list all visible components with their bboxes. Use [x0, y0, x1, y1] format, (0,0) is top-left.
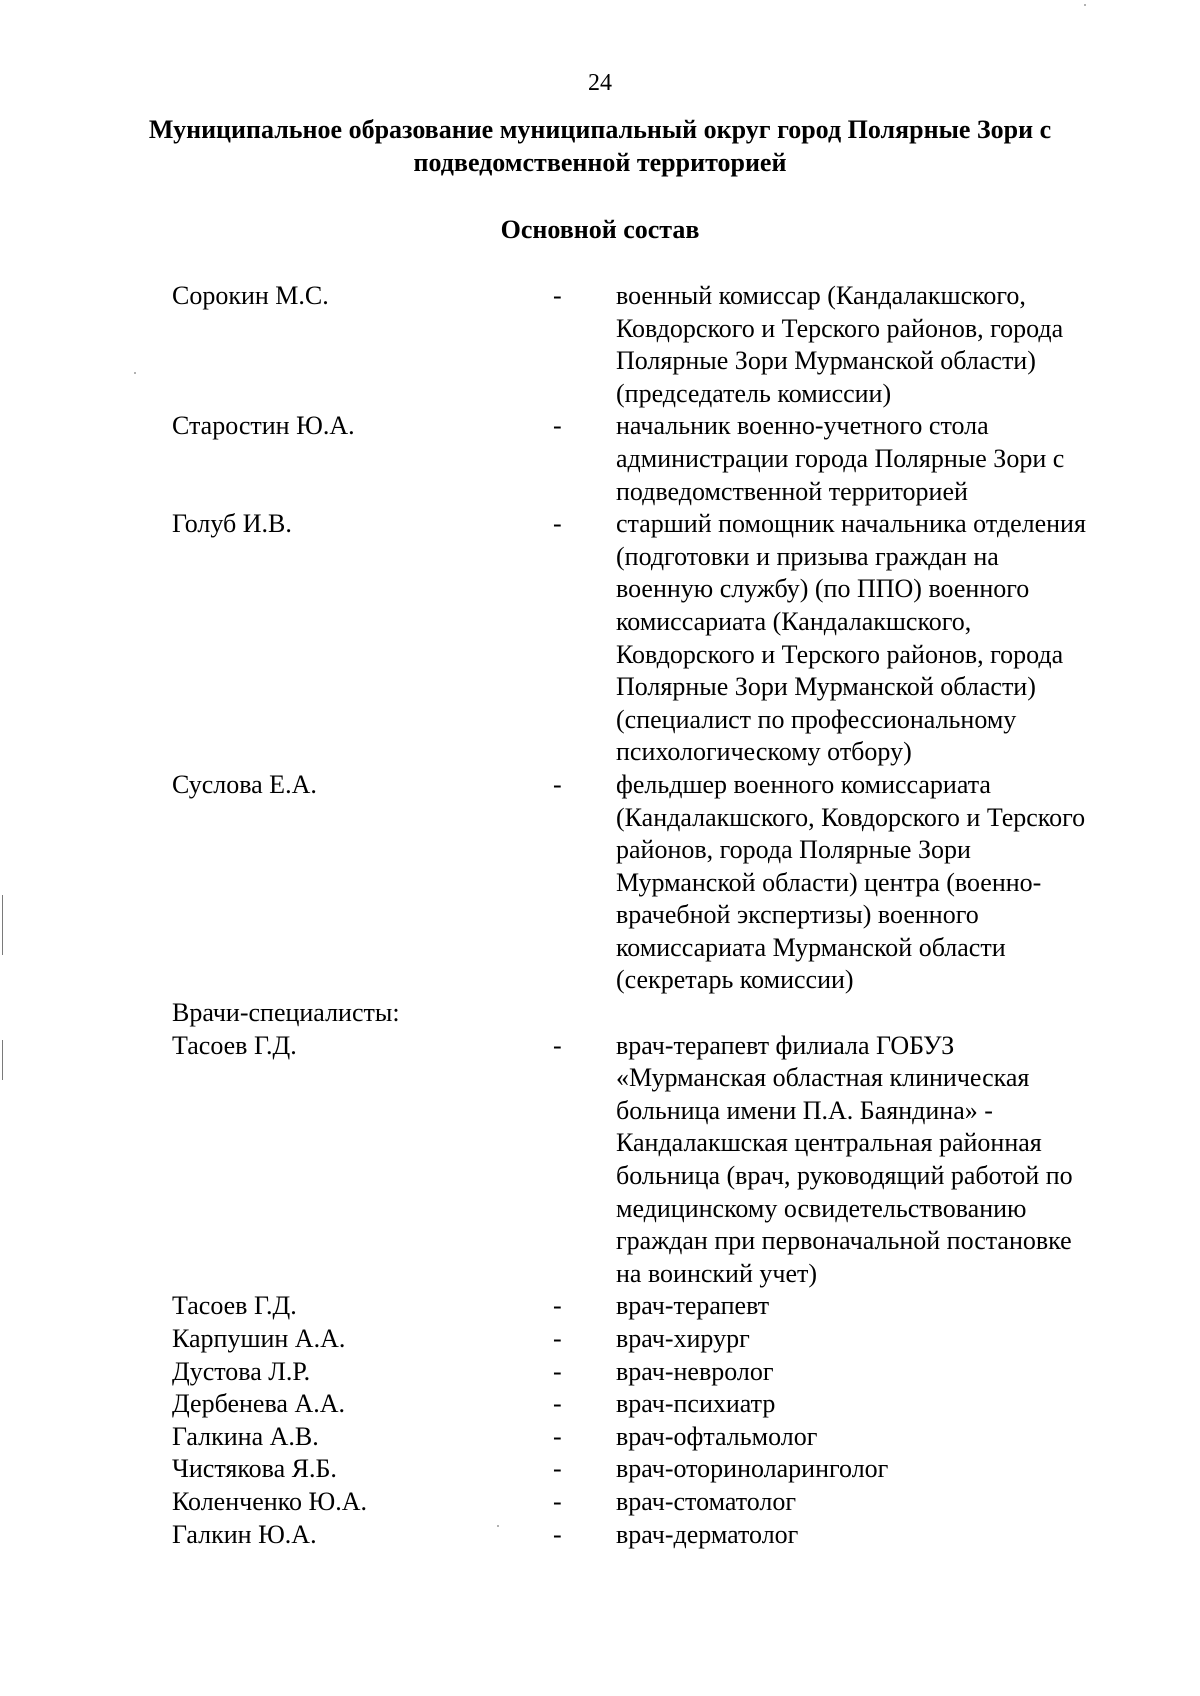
member-position: начальник военно-учетного стола администрации города Полярные Зори с подведомственной территорией — [616, 411, 1065, 506]
member-position: военный комиссар (Кандалакшского, Ковдорского и Терского районов, города Полярные Зори Мурманской области) (председатель комиссии) — [616, 281, 1064, 408]
dash-separator: - — [553, 509, 562, 539]
specialist-row — [0, 1323, 1200, 1356]
specialist-row — [0, 1290, 1200, 1323]
member-name: Голуб И.В. — [172, 509, 292, 539]
specialist-name: Карпушин А.А. — [172, 1324, 346, 1353]
scan-margin-line — [2, 1040, 3, 1080]
specialist-position: врач-стоматолог — [616, 1486, 797, 1516]
dash-separator: - — [553, 281, 562, 310]
specialist-name: Тасоев Г.Д. — [172, 1291, 297, 1321]
member-row — [0, 508, 1200, 769]
member-name: Суслова Е.А. — [172, 769, 317, 799]
specialist-position: врач-невролог — [616, 1356, 774, 1386]
dash-separator: - — [553, 769, 562, 799]
member-position: старший помощник начальника отделения (подготовки и призыва граждан на военную службу) (по ППО) военного комиссариата (Кандалакшского, Ковдорского и Терского районов, города Полярные Зори Мурманской области) (специалист по профессиональному психологическому отбору) — [616, 509, 1086, 767]
dash-separator: - — [553, 1324, 562, 1353]
specialist-position: врач-дерматолог — [616, 1519, 799, 1549]
specialists-label: Врачи-специалисты: — [172, 998, 400, 1028]
member-name: Старостин Ю.А. — [172, 411, 355, 441]
dash-separator: - — [553, 1030, 562, 1060]
member-position: фельдшер военного комиссариата (Кандалакшского, Ковдорского и Терского районов, города Полярные Зори Мурманской области) центра (военно- врачебной экспертизы) военного комиссариата Мурманской области (секретарь комиссии) — [616, 769, 1086, 995]
specialist-position: врач-оториноларинголог — [616, 1454, 889, 1484]
specialist-name: Галкина А.В. — [172, 1421, 319, 1451]
scan-speck — [1084, 4, 1086, 6]
specialist-row — [0, 1030, 1200, 1291]
member-row — [0, 280, 1200, 410]
specialist-row — [0, 1421, 1200, 1454]
specialist-name: Коленченко Ю.А. — [172, 1486, 367, 1516]
dash-separator: - — [553, 1486, 562, 1516]
specialist-row — [0, 1356, 1200, 1389]
dash-separator: - — [553, 1356, 562, 1386]
member-row — [0, 410, 1200, 508]
specialist-name: Тасоев Г.Д. — [172, 1030, 297, 1060]
dash-separator: - — [553, 411, 562, 441]
dash-separator: - — [553, 1389, 562, 1419]
specialist-position: врач-офтальмолог — [616, 1421, 818, 1451]
specialist-position: врач-терапевт филиала ГОБУЗ «Мурманская областная клиническая больница имени П.А. Баяндина» - Кандалакшская центральная районная больница (врач, руководящий работой по медицинскому освидетельствованию граждан при первоначальной постановке на воинский учет) — [616, 1030, 1073, 1288]
dash-separator: - — [553, 1519, 562, 1549]
scan-speck — [134, 372, 136, 374]
specialist-name: Чистякова Я.Б. — [172, 1454, 337, 1484]
specialist-position: врач-хирург — [616, 1324, 750, 1353]
specialist-row — [0, 1388, 1200, 1421]
scan-margin-line — [2, 895, 3, 955]
section-heading: Основной состав — [500, 215, 700, 244]
document-heading: Муниципальное образование муниципальный округ город Полярные Зори с подведомственной территорией — [148, 115, 1052, 177]
dash-separator: - — [553, 1421, 562, 1451]
commission-list — [0, 280, 1200, 1551]
member-row — [0, 769, 1200, 997]
specialist-name: Дустова Л.Р. — [172, 1356, 311, 1386]
scan-speck — [497, 1525, 499, 1527]
specialist-row — [0, 1453, 1200, 1486]
page-number: 24 — [588, 70, 612, 96]
specialist-name: Галкин Ю.А. — [172, 1519, 317, 1549]
dash-separator: - — [553, 1454, 562, 1484]
specialist-name: Дербенева А.А. — [172, 1389, 345, 1419]
specialist-position: врач-психиатр — [616, 1389, 776, 1419]
specialist-row — [0, 1486, 1200, 1519]
specialist-row — [0, 1519, 1200, 1552]
dash-separator: - — [553, 1291, 562, 1321]
member-name: Сорокин М.С. — [172, 281, 329, 310]
specialist-position: врач-терапевт — [616, 1291, 770, 1321]
